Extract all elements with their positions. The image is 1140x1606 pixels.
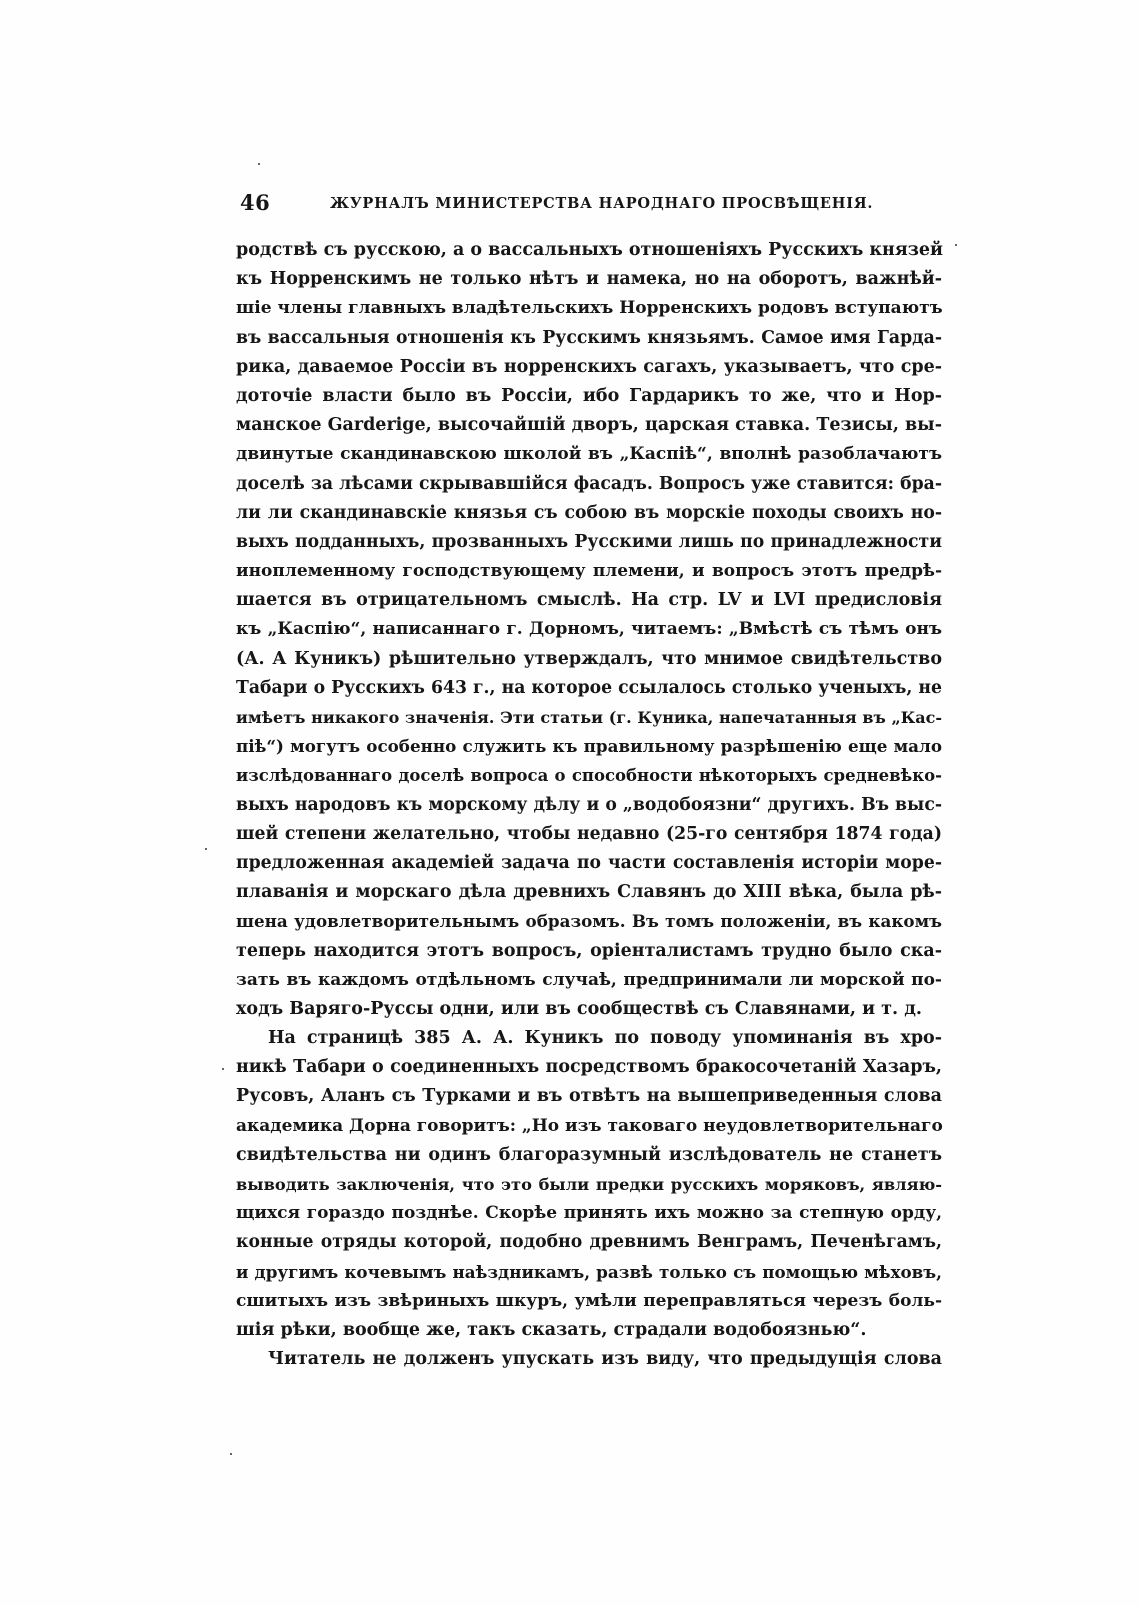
text-line: имѣетъ никакого значенія. Эти статьи (г. Куника, напечатанныя въ „Кас- [236,708,942,727]
scan-speck [205,848,207,850]
text-line: доселѣ за лѣсами скрывавшійся фасадъ. Вопросъ уже ставится: бра- [236,473,942,494]
text-line: теперь находится этотъ вопросъ, оріенталистамъ трудно было ска- [236,940,942,961]
text-line: родствѣ съ русскою, а о вассальныхъ отношеніяхъ Русскихъ князей [236,240,944,260]
text-line: рика, даваемое Россіи въ норренскихъ сагахъ, указываетъ, что сре- [236,356,942,377]
text-line: иноплеменному господствующему племени, и вопросъ этотъ предрѣ- [236,561,942,582]
text-line: Русовъ, Аланъ съ Турками и въ отвѣтъ на вышеприведенныя слова [236,1086,942,1107]
text-line: шіе члены главныхъ владѣтельскихъ Норренскихъ родовъ вступаютъ [236,298,943,319]
text-line: двинутые скандинавскою школой въ „Каспіѣ“, вполнѣ разоблачаютъ [236,444,942,465]
text-line: (А. А Куникъ) рѣшительно утверждалъ, что мнимое свидѣтельство [236,648,942,669]
body-text [236,236,942,1374]
scan-speck [230,1453,232,1455]
text-line: піѣ“) могутъ особенно служить къ правильному разрѣшенію еще мало [236,736,942,757]
text-line: академика Дорна говоритъ: „Но изъ таковаго неудовлетворительнаго [236,1115,943,1136]
text-line: предложенная академіей задача по части составленія исторіи море- [236,852,942,873]
text-line: доточіе власти было въ Россіи, ибо Гардарикъ то же, что и Нор- [236,385,942,406]
text-line: зать въ каждомъ отдѣльномъ случаѣ, предпринимали ли морской по- [236,969,942,990]
text-line: къ „Каспію“, написаннаго г. Дорномъ, читаемъ: „Вмѣстѣ съ тѣмъ онъ [236,619,942,640]
text-line: сшитыхъ изъ звѣриныхъ шкуръ, умѣли переправляться черезъ боль- [236,1290,942,1311]
text-line: шей степени желательно, чтобы недавно (25-го сентября 1874 года) [236,823,942,844]
text-line: къ Норренскимъ не только нѣтъ и намека, но на оборотъ, важнѣй- [236,269,942,290]
text-line: конные отряды которой, подобно древнимъ Венграмъ, Печенѣгамъ, [236,1232,942,1253]
scan-speck [258,163,260,165]
text-line: ли ли скандинавскіе князья съ собою въ морскіе походы своихъ но- [236,502,942,523]
text-line: На страницѣ 385 А. А. Куникъ по поводу упоминанія въ хро- [268,1028,942,1049]
text-line: Читатель не долженъ упускать изъ виду, что предыдущія слова [268,1349,942,1370]
text-line: въ вассальныя отношенія къ Русскимъ князьямъ. Самое имя Гарда- [236,327,942,348]
text-line: Табари о Русскихъ 643 г., на которое ссылалось столько ученыхъ, не [236,677,942,698]
text-line: шается въ отрицательномъ смыслѣ. На стр. LV и LVI предисловія [236,590,942,611]
text-line: выхъ народовъ къ морскому дѣлу и о „водобоязни“ другихъ. Въ выс- [236,794,942,815]
text-line: шена удовлетворительнымъ образомъ. Въ томъ положеніи, въ какомъ [236,911,942,932]
scan-speck [222,1068,224,1070]
text-line: плаванія и морскаго дѣла древнихъ Славянъ до XIII вѣка, была рѣ- [236,882,942,903]
text-line: изслѣдованнаго доселѣ вопроса о способности нѣкоторыхъ средневѣко- [236,766,942,786]
text-line: щихся гораздо позднѣе. Скорѣе принять ихъ можно за степную орду, [236,1203,942,1224]
text-line: ходъ Варяго-Руссы одни, или въ сообществѣ съ Славянами, и т. д. [236,998,922,1019]
text-line: манское Garderige, высочайшій дворъ, царская ставка. Тезисы, вы- [236,415,942,436]
text-line: свидѣтельства ни одинъ благоразумный изслѣдователь не станетъ [236,1144,942,1165]
text-line: никѣ Табари о соединенныхъ посредствомъ бракосочетаній Хазаръ, [236,1057,942,1078]
text-line: и другимъ кочевымъ наѣздникамъ, развѣ только съ помощью мѣховъ, [236,1261,942,1282]
scan-speck [955,244,957,246]
page-number: 46 [240,190,271,215]
text-line: шія рѣки, вообще же, такъ сказать, страдали водобоязнью“. [236,1319,867,1340]
text-line: выводить заключенія, что это были предки русскихъ моряковъ, являю- [236,1175,942,1194]
text-line: выхъ подданныхъ, прозванныхъ Русскими лишь по принадлежности [236,531,942,552]
running-title: ЖУРНАЛЪ МИНИСТЕРСТВА НАРОДНАГО ПРОСВѢЩЕНІЯ. [330,195,874,212]
page-header [240,188,930,218]
